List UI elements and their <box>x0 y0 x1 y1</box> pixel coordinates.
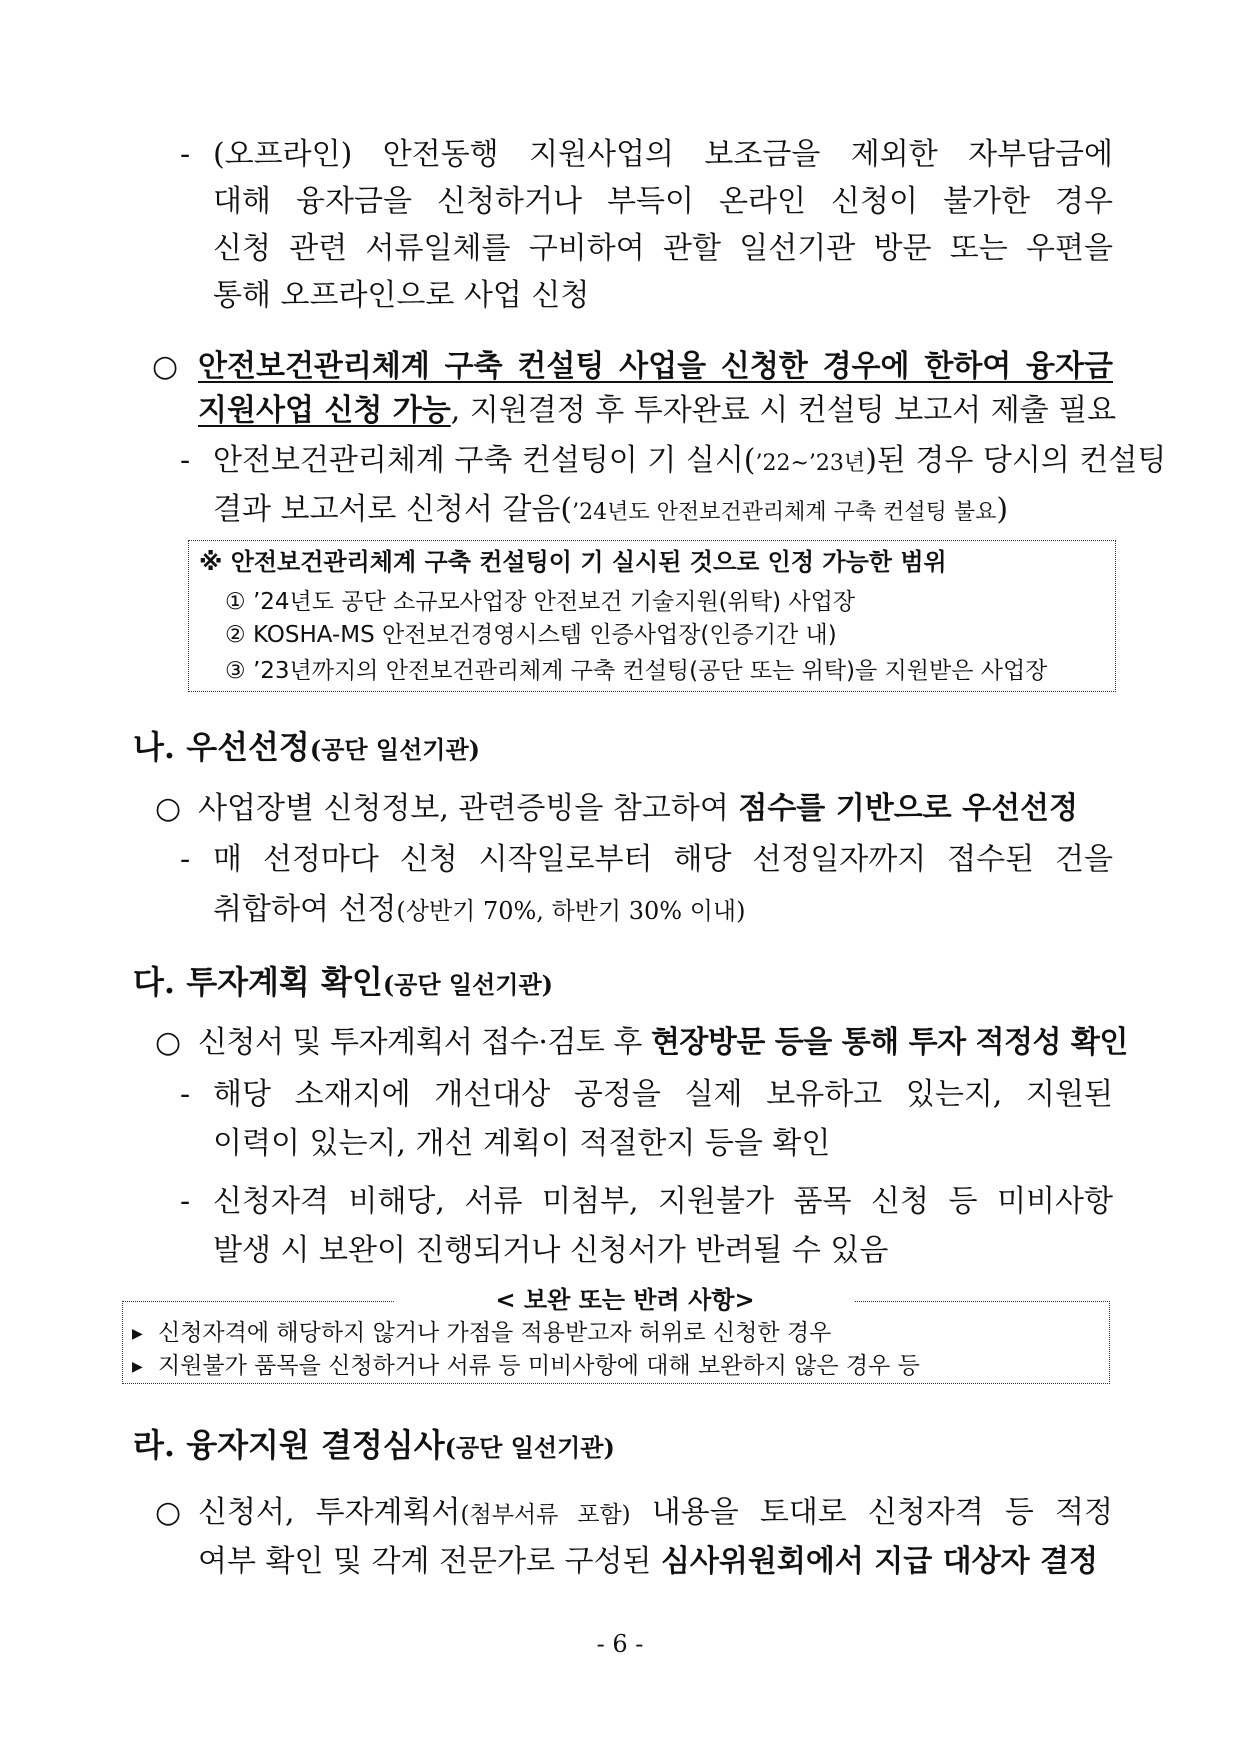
note-item <box>225 620 837 650</box>
circle-bullet: ○ <box>155 1025 182 1060</box>
paragraph-line: 대해 융자금을 신청하거나 부득이 온라인 신청이 불가한 경우 <box>213 184 1113 219</box>
plain-text: )된 경우 당시의 컨설팅 <box>865 443 1167 478</box>
paragraph-line: 신청 관련 서류일체를 구비하여 관할 일선기관 방문 또는 우편을 <box>213 231 1113 266</box>
item-text: ’24년도 공단 소규모사업장 안전보건 기술지원(위탁) 사업장 <box>252 589 856 615</box>
item-text: 신청자격에 해당하지 않거나 가점을 적용받고자 허위로 신청한 경우 <box>158 1320 832 1346</box>
small-text: (첨부서류 포함) <box>460 1502 631 1528</box>
plain-text: 취합하여 선정 <box>213 892 397 927</box>
paragraph-line <box>213 490 1008 533</box>
item-number: ② <box>225 622 246 648</box>
emphasis-text: 지원사업 신청 가능 <box>198 393 451 428</box>
paragraph-line: 해당 소재지에 개선대상 공정을 실제 보유하고 있는지, 지원된 <box>213 1077 1113 1112</box>
circle-bullet: ○ <box>152 349 179 384</box>
plain-text: 신청서, 투자계획서 <box>198 1495 461 1530</box>
note-item <box>225 656 1047 686</box>
notice-item <box>132 1351 920 1382</box>
circle-bullet: ○ <box>155 791 182 826</box>
plain-text: 결과 보고서로 신청서 갈음( <box>213 492 573 527</box>
paragraph-line: 발생 시 보완이 진행되거나 신청서가 반려될 수 있음 <box>213 1233 889 1268</box>
section-subtitle: (공단 일선기관) <box>382 970 553 999</box>
paragraph-line <box>198 1542 1098 1582</box>
emphasis-text: 점수를 기반으로 우선선정 <box>738 791 1079 826</box>
notice-box-title: < 보완 또는 반려 사항> <box>495 1286 755 1314</box>
paragraph-line: 이력이 있는지, 개선 계획이 적절한지 등을 확인 <box>213 1126 831 1161</box>
item-number: ① <box>225 589 246 615</box>
paragraph-line: 통해 오프라인으로 사업 신청 <box>213 278 590 313</box>
plain-text: 사업장별 신청정보, 관련증빙을 참고하여 <box>198 791 739 826</box>
dash-bullet: - <box>180 842 191 877</box>
dash-bullet: - <box>180 1077 191 1112</box>
plain-text: , 지원결정 후 투자완료 시 컨설팅 보고서 제출 필요 <box>450 393 1117 428</box>
section-heading <box>133 726 480 771</box>
section-subtitle: (공단 일선기관) <box>309 735 481 764</box>
section-heading <box>133 961 553 1006</box>
section-title: 나. 우선선정 <box>133 728 310 766</box>
small-text: ’22~’23년 <box>755 451 866 476</box>
paragraph-line <box>198 1023 1128 1063</box>
page-number: - 6 - <box>596 1630 644 1658</box>
section-title: 라. 융자지원 결정심사 <box>133 1426 445 1464</box>
plain-text: 여부 확인 및 각계 전문가로 구성된 <box>198 1544 661 1579</box>
triangle-bullet-icon: ▶ <box>132 1326 143 1342</box>
notice-item <box>132 1318 831 1349</box>
item-text: KOSHA-MS 안전보건경영시스템 인증사업장(인증기간 내) <box>252 622 837 648</box>
paragraph-line: 신청자격 비해당, 서류 미첨부, 지원불가 품목 신청 등 미비사항 <box>213 1184 1113 1219</box>
item-text: ’23년까지의 안전보건관리체계 구축 컨설팅(공단 또는 위탁)을 지원받은 사업장 <box>252 658 1048 684</box>
section-title: 다. 투자계획 확인 <box>133 963 383 1001</box>
section-heading <box>133 1424 615 1469</box>
small-text: (상반기 70%, 하반기 30% 이내) <box>396 897 746 925</box>
plain-text: ) <box>996 492 1009 527</box>
paragraph-line <box>198 391 1116 431</box>
paragraph-line <box>198 1493 1113 1535</box>
plain-text: 내용을 토대로 신청자격 등 적정 <box>630 1495 1113 1530</box>
note-item <box>225 587 855 617</box>
emphasis-text: 심사위원회에서 지급 대상자 결정 <box>660 1544 1098 1579</box>
paragraph-line <box>198 789 1078 829</box>
item-number: ③ <box>225 658 246 684</box>
emphasis-text: 현장방문 등을 통해 투자 적정성 확인 <box>650 1025 1128 1060</box>
paragraph-line: (오프라인) 안전동행 지원사업의 보조금을 제외한 자부담금에 <box>213 137 1113 172</box>
paragraph-line <box>213 890 745 931</box>
dash-bullet: - <box>180 1184 191 1219</box>
circle-bullet: ○ <box>155 1495 182 1530</box>
section-subtitle: (공단 일선기관) <box>444 1433 615 1462</box>
dash-bullet: - <box>180 137 191 172</box>
plain-text: 신청서 및 투자계획서 접수·검토 후 <box>198 1025 651 1060</box>
item-text: 지원불가 품목을 신청하거나 서류 등 미비사항에 대해 보완하지 않은 경우 등 <box>158 1353 920 1379</box>
plain-text: 안전보건관리체계 구축 컨설팅이 기 실시( <box>213 443 756 478</box>
emphasis-line: 안전보건관리체계 구축 컨설팅 사업을 신청한 경우에 한하여 융자금 <box>198 349 1113 384</box>
small-text: ’24년도 안전보건관리체계 구축 컨설팅 불요 <box>572 500 997 525</box>
paragraph-line <box>213 441 1166 484</box>
paragraph-line: 매 선정마다 신청 시작일로부터 해당 선정일자까지 접수된 건을 <box>213 842 1113 877</box>
note-box-title: ※ 안전보건관리체계 구축 컨설팅이 기 실시된 것으로 인정 가능한 범위 <box>199 548 947 576</box>
dash-bullet: - <box>180 443 191 478</box>
triangle-bullet-icon: ▶ <box>132 1359 143 1375</box>
